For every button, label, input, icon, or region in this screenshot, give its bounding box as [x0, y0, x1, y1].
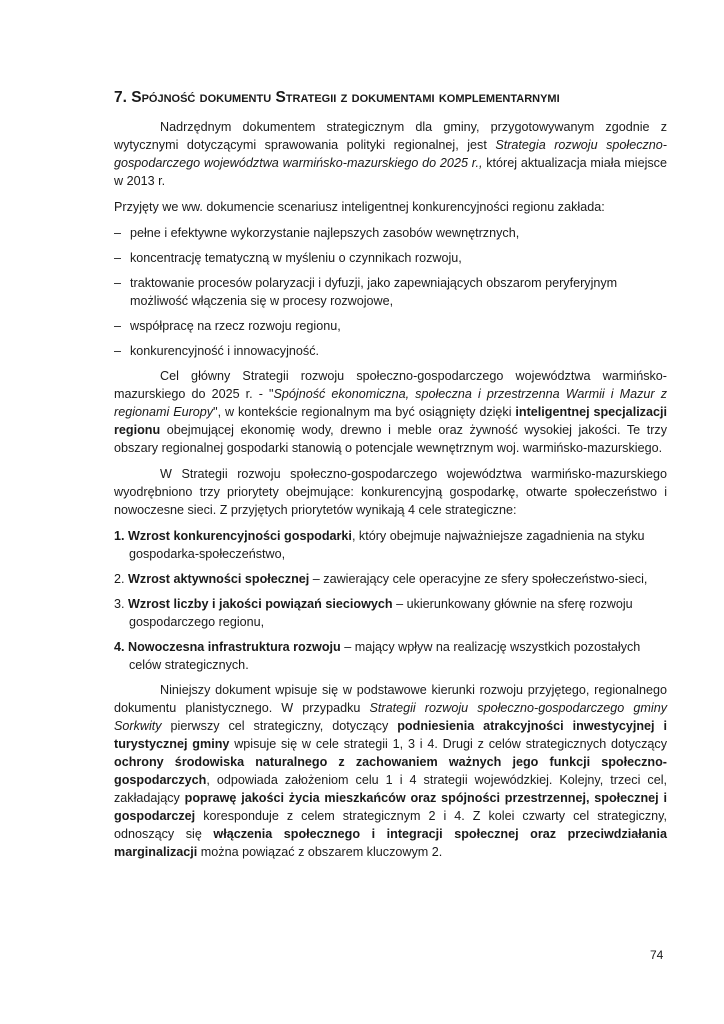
list-item [114, 249, 667, 267]
text-run: której aktualizacja miała miejsce w 2013 r. [114, 156, 667, 188]
priorities-paragraph: W Strategii rozwoju społeczno-gospodarczego województwa warmińsko-mazurskiego wyodrębniono trzy priorytety obejmujące: konkurencyjną gospodarkę, otwarte społeczeństwo i nowoczesne sieci. Z przyjętych priorytetów wynikają 4 cele strategiczne: [114, 467, 667, 517]
goal-item [114, 527, 667, 563]
goal-2-bold: ochrony środowiska naturalnego z zachowaniem ważnych jego funkcji społeczno-gospodarczych [114, 755, 667, 787]
intro-paragraph [114, 118, 667, 190]
page-number: 74 [650, 948, 664, 962]
main-goal-paragraph [114, 367, 667, 457]
goal-number: 2. [114, 572, 129, 586]
dash-marker: – [114, 251, 122, 265]
dash-marker: – [114, 226, 122, 240]
goal-description: – mający wpływ na realizację wszystkich pozostałych celów strategicznych. [129, 640, 641, 672]
strategy-title-italic: Strategia rozwoju społeczno-gospodarczego województwa warmińsko-mazurskiego do 2025 r., [114, 138, 667, 170]
dash-marker: – [114, 344, 122, 358]
goal-title: 1. Wzrost konkurencyjności gospodarki [114, 529, 352, 543]
scenario-paragraph: Przyjęty we ww. dokumencie scenariusz inteligentnej konkurencyjności regionu zakłada: [114, 200, 605, 214]
strategic-goals-list [114, 527, 667, 674]
text-run: można powiązać z obszarem kluczowym 2. [197, 845, 443, 859]
dash-marker: – [114, 276, 122, 290]
list-item [114, 342, 667, 360]
goal-item [114, 595, 667, 631]
text-run: wpisuje się w cele strategii 1, 3 i 4. Drugi z celów strategicznych dotyczący [229, 737, 668, 751]
sorkwity-paragraph [114, 681, 667, 861]
text-run: koresponduje z celem strategicznym 2 i 4. Z kolei czwarty cel strategiczny, odnoszący się [114, 809, 667, 841]
list-item [114, 274, 667, 310]
goal-title: Wzrost liczby i jakości powiązań sieciowych [128, 597, 393, 611]
main-goal-italic: Spójność ekonomiczna, społeczna i przestrzenna Warmii i Mazur z regionami Europy [114, 387, 668, 419]
list-item-text: pełne i efektywne wykorzystanie najlepszych zasobów wewnętrznych, [130, 226, 520, 240]
text-run: Nadrzędnym dokumentem strategicznym dla gminy, przygotowywanym zgodnie z wytycznymi dotyczącymi sprawowania polityki regionalnej, jest [114, 120, 667, 152]
dash-marker: – [114, 319, 122, 333]
list-item-text: traktowanie procesów polaryzacji i dyfuzji, jako zapewniających obszarom peryferyjnym możliwość włączenia się w procesy rozwojowe, [130, 276, 618, 308]
goal-description: – ukierunkowany głównie na sferę rozwoju gospodarczego regionu, [129, 597, 633, 629]
text-run: ", w kontekście regionalnym ma być osiągnięty dzięki [213, 405, 516, 419]
list-item [114, 224, 667, 242]
smart-specialisation-bold: inteligentnej specjalizacji regionu [114, 405, 667, 437]
text-run: , odpowiada założeniom celu 1 i 4 strategii wojewódzkiej. Kolejny, trzeci cel, zakładający [114, 773, 667, 805]
goal-3-bold: poprawę jakości życia mieszkańców oraz spójności przestrzennej, społecznej i gospodarczej [114, 791, 667, 823]
list-item-text: współpracę na rzecz rozwoju regionu, [130, 319, 341, 333]
text-run: obejmującej ekonomię wody, drewno i meble oraz żywność wysokiej jakości. Te trzy obszary regionalnej gospodarki stanowią o potencjale wewnętrznym woj. warmińsko-mazurskiego. [114, 423, 667, 455]
scenario-list [114, 224, 667, 360]
goal-item [114, 570, 667, 588]
goal-number: 3. [114, 597, 129, 611]
text-run: Cel główny Strategii rozwoju społeczno-gospodarczego województwa warmińsko-mazurskiego do 2025 r. - " [114, 369, 667, 401]
text-run: Niniejszy dokument wpisuje się w podstawowe kierunki rozwoju przyjętego, regionalnego dokumentu planistycznego. W przypadku [114, 683, 667, 715]
list-item [114, 317, 667, 335]
section-title: 7. Spójność dokumentu Strategii z dokumentami komplementarnymi [114, 89, 560, 106]
goal-4-bold: włączenia społecznego i integracji społecznej oraz przeciwdziałania marginalizacji [114, 827, 667, 859]
list-item-text: koncentrację tematyczną w myśleniu o czynnikach rozwoju, [130, 251, 462, 265]
text-run: pierwszy cel strategiczny, dotyczący [161, 719, 398, 733]
goal-description: – zawierający cele operacyjne ze sfery społeczeństwo-sieci, [309, 572, 648, 586]
goal-1-bold: podniesienia atrakcyjności inwestycyjnej i turystycznej gminy [114, 719, 667, 751]
list-item-text: konkurencyjność i innowacyjność. [130, 344, 319, 358]
sorkwity-strategy-italic: Strategii rozwoju społeczno-gospodarczego gminy Sorkwity [114, 701, 667, 733]
goal-item [114, 638, 667, 674]
goal-title: 4. Nowoczesna infrastruktura rozwoju [114, 640, 341, 654]
page-content [114, 86, 667, 869]
goal-description: , który obejmuje najważniejsze zagadnienia na styku gospodarka-społeczeństwo, [129, 529, 645, 561]
goal-title: Wzrost aktywności społecznej [128, 572, 310, 586]
